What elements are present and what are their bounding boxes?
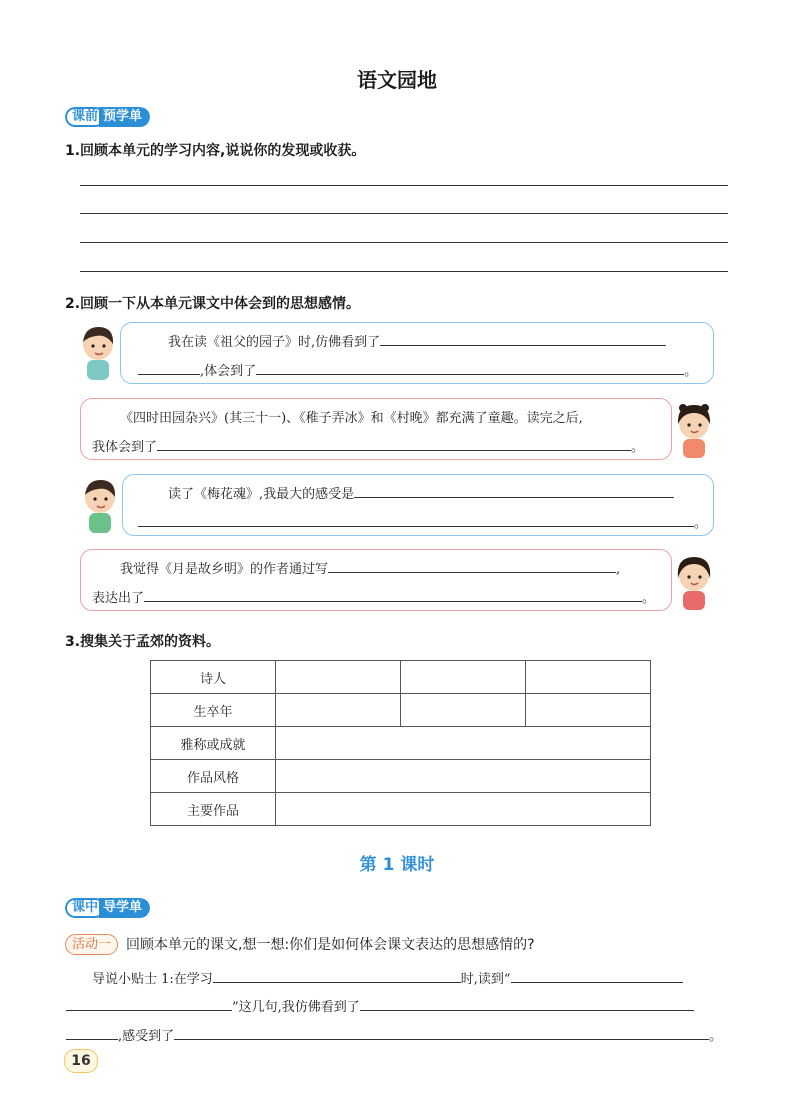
bubble-1-line-1: 我在读《祖父的园子》时,仿佛看到了 [168, 331, 666, 350]
table-row [151, 760, 651, 793]
bubble-2-line-2: 我体会到了 。 [92, 436, 644, 455]
table-row [151, 661, 651, 694]
activity-tag: 活动一 [65, 934, 118, 955]
fill-blank[interactable] [66, 1026, 118, 1040]
fill-blank[interactable] [213, 969, 461, 983]
table-cell[interactable] [276, 694, 401, 727]
bubble-3-line-1: 读了《梅花魂》,我最大的感受是 [168, 483, 674, 502]
tip-line-1: 导说小贴士 1:在学习 时,读到“ [92, 968, 683, 987]
fill-blank[interactable] [174, 1026, 709, 1040]
fill-blank[interactable] [66, 997, 232, 1011]
table-cell[interactable] [276, 727, 651, 760]
fill-blank[interactable] [138, 513, 694, 527]
pre-study-badge [65, 107, 150, 127]
lesson-title: 第 1 课时 [359, 855, 435, 875]
fill-blank[interactable] [157, 437, 631, 451]
bubble-4-line-2: 表达出了 。 [92, 587, 655, 606]
in-class-badge [65, 898, 150, 918]
fill-blank[interactable] [360, 997, 694, 1011]
page-number: 16 [64, 1049, 98, 1073]
table-row [151, 694, 651, 727]
boy-avatar [78, 475, 122, 537]
table-row [151, 727, 651, 760]
answer-line[interactable] [80, 213, 728, 214]
boy-avatar [76, 322, 120, 384]
row-header: 主要作品 [151, 793, 276, 826]
row-header: 雅称或成就 [151, 727, 276, 760]
fill-blank[interactable] [354, 484, 674, 498]
page-title: 语文园地 [357, 68, 437, 92]
fill-blank[interactable] [256, 361, 684, 375]
answer-line[interactable] [80, 271, 728, 272]
badge-pre-a: 课前 [65, 107, 105, 127]
row-header: 诗人 [151, 661, 276, 694]
bubble-2-line-1: 《四时田园杂兴》(其三十一)、《稚子弄冰》和《村晚》都充满了童趣。读完之后, [120, 411, 583, 426]
answer-line[interactable] [80, 242, 728, 243]
girl-avatar [671, 400, 717, 462]
answer-line[interactable] [80, 185, 728, 186]
table-cell[interactable] [526, 661, 651, 694]
question-3: 3.搜集关于孟郊的资料。 [65, 634, 221, 650]
activity-1 [65, 933, 535, 955]
table-cell[interactable] [276, 661, 401, 694]
question-2: 2.回顾一下从本单元课文中体会到的思想感情。 [65, 296, 361, 312]
row-header: 作品风格 [151, 760, 276, 793]
table-cell[interactable] [276, 760, 651, 793]
question-1: 1.回顾本单元的学习内容,说说你的发现或收获。 [65, 143, 366, 159]
girl-avatar [671, 552, 717, 614]
badge-pre-b: 预学单 [99, 107, 150, 127]
badge-in-a: 课中 [65, 898, 105, 918]
table-cell[interactable] [526, 694, 651, 727]
bubble-1-line-2: ,体会到了 。 [138, 360, 697, 379]
activity-text: 回顾本单元的课文,想一想:你们是如何体会课文表达的思想感情的? [126, 937, 535, 953]
badge-in-b: 导学单 [99, 898, 150, 918]
fill-blank[interactable] [328, 559, 616, 573]
table-row [151, 793, 651, 826]
table-cell[interactable] [401, 661, 526, 694]
table-cell[interactable] [276, 793, 651, 826]
table-cell[interactable] [401, 694, 526, 727]
fill-blank[interactable] [138, 361, 200, 375]
fill-blank[interactable] [144, 588, 642, 602]
fill-blank[interactable] [511, 969, 683, 983]
menjiao-info-table [150, 660, 651, 826]
bubble-3-line-2: 。 [138, 512, 707, 531]
bubble-4-line-1: 我觉得《月是故乡明》的作者通过写 , [120, 558, 620, 577]
tip-line-2: ”这几句,我仿佛看到了 [66, 996, 694, 1015]
fill-blank[interactable] [380, 332, 666, 346]
row-header: 生卒年 [151, 694, 276, 727]
tip-line-3: ,感受到了 。 [66, 1025, 722, 1044]
